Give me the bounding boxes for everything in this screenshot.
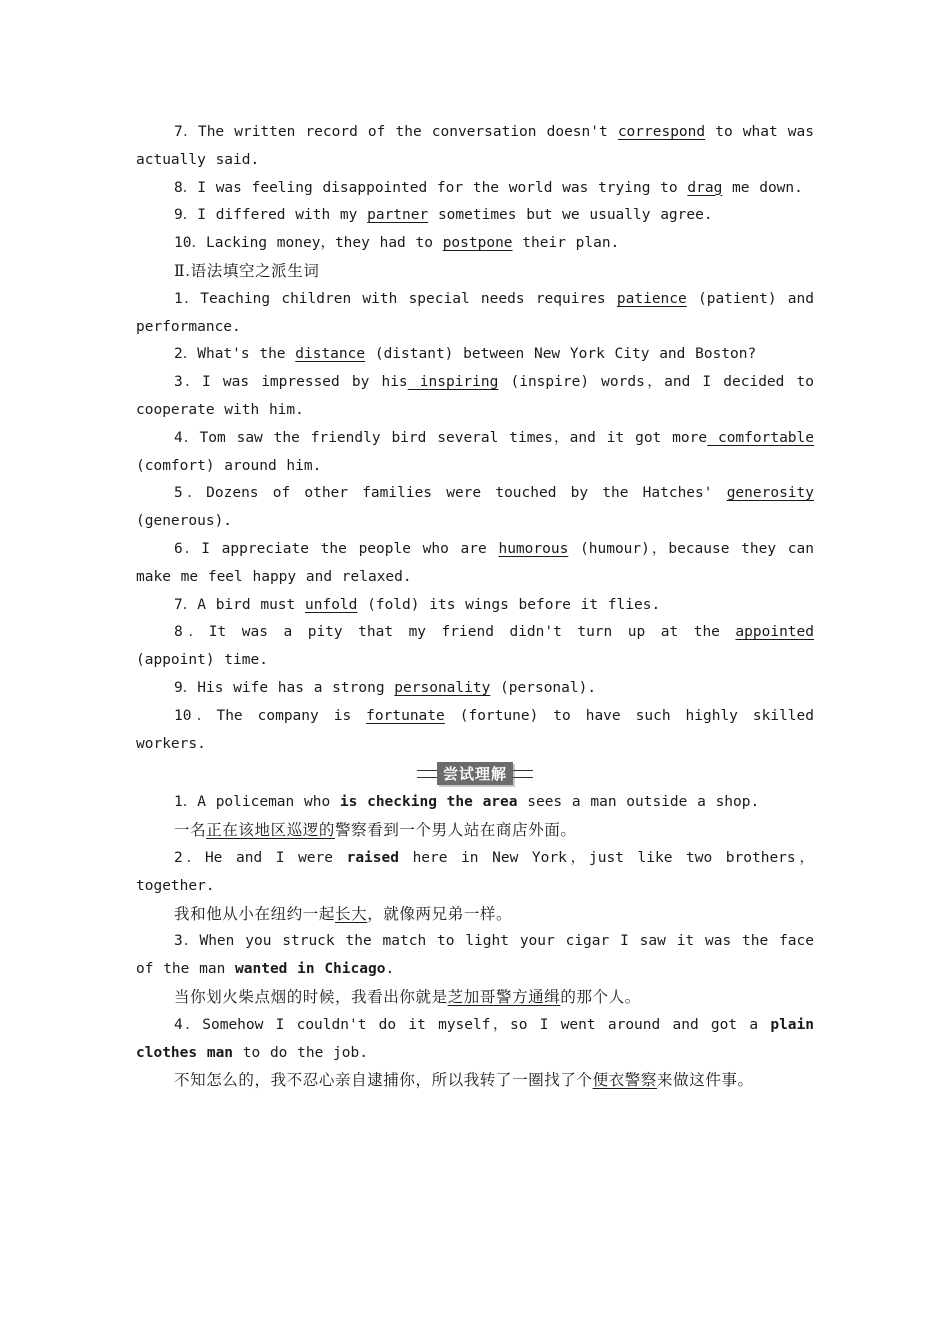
chinese-translation: 当你划火柴点烟的时候，我看出你就是芝加哥警方通缉的那个人。: [174, 987, 641, 1006]
english-sentence: 2．He and I were raised here in New York，just like two brothers，together.: [136, 849, 814, 894]
list-item: 2．What's the distance (distant) between New York City and Boston?: [174, 346, 757, 363]
list-item: 7．A bird must unfold (fold) its wings before it flies.: [174, 596, 661, 613]
translated-phrase: 正在该地区巡逻的: [206, 821, 336, 840]
list-item: 3．I was impressed by his inspiring (inspire) words，and I decided to cooperate with him.: [136, 374, 814, 418]
list-item: 9．I differed with my partner sometimes but we usually agree.: [174, 207, 713, 224]
list-item: 4．Tom saw the friendly bird several times，and it got more comfortable (comfort) around him.: [136, 429, 815, 474]
banner-label: 尝试理解: [437, 762, 513, 785]
translated-phrase: 芝加哥警方通缉: [447, 987, 561, 1006]
list-item: 9．His wife has a strong personality (personal).: [174, 679, 597, 696]
answer-word: inspiring: [407, 374, 499, 391]
answer-word: partner: [367, 207, 429, 224]
answer-word: correspond: [617, 124, 706, 140]
list-item: 8．I was feeling disappointed for the world was trying to drag me down.: [174, 179, 803, 196]
chinese-translation: 不知怎么的，我不忍心亲自逮捕你，所以我转了一圈找了个便衣警察来做这件事。: [174, 1071, 754, 1090]
answer-word: drag: [687, 179, 723, 196]
understanding-list: [136, 789, 814, 1095]
part1-list: [136, 119, 814, 258]
list-item: 1．Teaching children with special needs requires patience (patient) and performance.: [136, 290, 814, 335]
translated-phrase: 便衣警察: [592, 1071, 658, 1090]
key-phrase: raised: [346, 849, 399, 866]
translated-phrase: 长大: [335, 904, 368, 923]
list-item: 10．Lacking money，they had to postpone their plan.: [174, 235, 620, 252]
banner-rule-left: [417, 770, 437, 778]
key-phrase: plain clothes man: [136, 1016, 814, 1061]
list-item: 6．I appreciate the people who are humorous (humour)，because they can make me feel happy and relaxed.: [136, 540, 814, 585]
answer-word: comfortable: [707, 429, 815, 446]
list-item: 8．It was a pity that my friend didn't turn up at the appointed (appoint) time.: [136, 624, 814, 669]
english-sentence: 4．Somehow I couldn't do it myself，so I went around and got a plain clothes man to do the job.: [136, 1016, 814, 1061]
banner-rule-right: [513, 770, 533, 778]
section-banner: [136, 758, 814, 789]
english-sentence: 1．A policeman who is checking the area sees a man outside a shop.: [174, 794, 760, 811]
answer-word: appointed: [735, 624, 814, 641]
answer-word: distance: [295, 346, 366, 363]
english-sentence: 3．When you struck the match to light your cigar I saw it was the face of the man wanted in Chicago.: [136, 933, 814, 978]
key-phrase: is checking the area: [339, 794, 518, 811]
list-item: 10．The company is fortunate (fortune) to have such highly skilled workers.: [136, 707, 814, 752]
document-page: [136, 119, 814, 1095]
list-item: 5．Dozens of other families were touched by the Hatches' generosity (generous).: [136, 485, 814, 530]
answer-word: patience: [616, 290, 687, 307]
chinese-translation: 我和他从小在纽约一起长大，就像两兄弟一样。: [174, 904, 513, 923]
key-phrase: wanted in Chicago: [235, 961, 386, 978]
list-item: 7．The written record of the conversation doesn't correspond to what was actually said.: [136, 124, 814, 168]
answer-word: fortunate: [366, 707, 445, 724]
section-heading: Ⅱ.语法填空之派生词: [174, 261, 320, 280]
answer-word: humorous: [498, 540, 569, 557]
answer-word: unfold: [305, 596, 358, 613]
answer-word: postpone: [442, 235, 513, 252]
answer-word: generosity: [726, 485, 814, 502]
chinese-translation: 一名正在该地区巡逻的警察看到一个男人站在商店外面。: [174, 821, 577, 840]
answer-word: personality: [394, 679, 491, 696]
part2-list: [136, 286, 814, 759]
